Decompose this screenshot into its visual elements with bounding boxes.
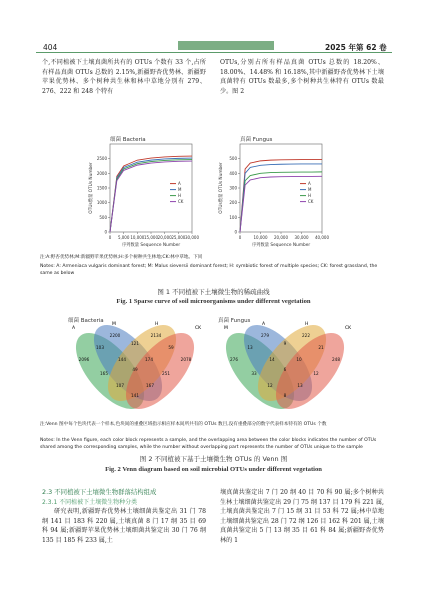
x-axis-label: 序列数量 Sequence Number [251, 243, 311, 248]
figure-2-caption-cn: 图 2 不同植被下基于土壤微生物 OTUs 的 Venn 图 [139, 455, 288, 463]
venn-number: 59 [168, 345, 174, 350]
venn-number: 2134 [150, 333, 162, 338]
fungus-panel-title: 真菌 Fungus [240, 137, 273, 143]
y-tick-label: 2000 [96, 170, 107, 176]
subsection-heading: 2.3.1 不同植被下土壤微生物种分类 [42, 499, 138, 506]
fungus-rarefaction-panel [217, 144, 329, 248]
venn-right-title: 真菌 Fungus [218, 318, 251, 324]
venn-set-label: H [155, 322, 159, 327]
bacteria-panel-title: 细菌 Bacteria [110, 137, 146, 143]
venn-number: 12 [267, 383, 273, 388]
venn-number: 13 [297, 383, 303, 388]
venn-set-label: A [262, 322, 266, 327]
x-tick-label: 10,000 [253, 235, 268, 240]
x-tick-label: 20,000 [274, 235, 288, 240]
journal-issue: 2025 年第 62 卷 [325, 43, 387, 52]
venn-set-label: A [72, 326, 76, 331]
top-right-column [220, 58, 384, 96]
venn-number: 103 [96, 345, 104, 350]
figure-1-notes-en: Notes: A: Armeniaca vulgaris dominant forest; M: Malus sieversii dominant forest; H: symbiotic forest of multiple species; CK: forest grassland, the same as below [40, 264, 378, 276]
venn-left-title: 细菌 Bacteria [68, 318, 104, 324]
y-tick-label: 500 [229, 156, 237, 162]
figure-1-caption-cn: 图 1 不同植被下土壤微生物的稀疏曲线 [157, 288, 270, 296]
venn-number: 2078 [180, 357, 192, 362]
y-tick-label: 500 [99, 214, 107, 220]
figure-2-notes-en: Notes: In the Venn figure, each color block represents a sample, and the overlapping area between the color blocks indicates the number of OTUs shared among the corresponding samples, while the number without overlapping part represents the number of OTUs unique to the sample [40, 438, 377, 450]
x-tick-label: 40,000 [315, 235, 329, 240]
venn-number: 276 [230, 357, 238, 362]
x-tick-label: 20,000 [157, 235, 172, 240]
figure-2-notes-cn: 注:Venn 图中每个色块代表一个样本,色块间的重叠区域指示相应样本间所共有的 OTUs 数目,没有重叠部分的数字代表样本特有的 OTUs 个数 [40, 422, 327, 427]
x-tick-label: 15,000 [144, 235, 158, 240]
legend-label: CK [178, 199, 184, 205]
paragraph-text: 壤真菌共鉴定出 7 门 20 纲 40 目 70 科 90 属;多个树种共生林土壤细菌共鉴定出 29 门 75 纲 137 目 179 科 221 属,土壤真菌共鉴定出 7 门 15 纲 31 目 53 科 72 属;林中草地土壤细菌共鉴定出 28 门 72 纲 126 目 162 科 201 属,土壤真菌共鉴定出 5 门 13 纲 35 目 61 科 84 属;新疆野杏优势林的 1 [220, 489, 384, 544]
venn-number: 165 [100, 371, 108, 376]
venn-number: 33 [251, 371, 257, 376]
y-tick-label: 1000 [96, 200, 107, 206]
venn-number: 8 [283, 393, 287, 398]
fungus-venn [214, 314, 357, 418]
bacteria-rarefaction-panel [87, 144, 199, 248]
venn-number: 251 [162, 371, 170, 376]
y-tick-label: 0 [234, 229, 237, 235]
figure-2-venn-diagrams [40, 313, 387, 418]
y-axis-label: OTUs数量 OTUs Number [89, 162, 94, 214]
venn-number: 9 [283, 341, 287, 346]
figure-2-caption-en: Fig. 2 Venn diagram based on soil microbial OTUs under different vegetation [105, 466, 322, 473]
venn-number: 13 [247, 345, 253, 350]
venn-set-label: M [112, 322, 116, 327]
y-tick-label: 2500 [96, 156, 107, 162]
figure-1-rarefaction-curves [62, 130, 362, 254]
venn-number: 167 [146, 383, 154, 388]
paragraph-text: 个,不同植被下土壤真菌所共有的 OTUs 个数有 33 个,占所有样品真菌 OTUs 总数的 2.15%,新疆野杏优势林、新疆野苹果优势林、多个树种共生林和林中草地分别有 279、276、222 和 248 个特有 [42, 59, 206, 95]
x-tick-label: 0 [238, 235, 242, 240]
header-decoration-bar [178, 41, 274, 50]
venn-number: 6 [283, 367, 287, 372]
venn-number: 279 [261, 333, 269, 338]
venn-number: 10 [296, 357, 302, 362]
y-tick-label: 100 [229, 214, 237, 220]
legend-label: M [178, 187, 182, 193]
y-tick-label: 1500 [96, 185, 107, 191]
venn-set-label: M [224, 326, 228, 331]
section-right-column [220, 488, 384, 545]
page-number: 404 [43, 43, 58, 52]
venn-set-label: H [305, 322, 309, 327]
y-axis-label: OTUs数量 OTUs Number [219, 162, 224, 214]
venn-number: 144 [118, 357, 126, 362]
y-tick-label: 200 [229, 200, 237, 206]
header-rule [36, 52, 392, 53]
x-tick-label: 10,000 [130, 235, 145, 240]
paragraph-text: 研究表明,新疆野杏优势林土壤细菌共鉴定出 31 门 78 纲 141 目 183 科 220 属,土壤真菌 8 门 17 纲 35 目 69 科 94 属;新疆野苹果优势林土壤细菌共鉴定出 30 门 76 纲 135 目 185 科 233 属,土 [42, 508, 206, 544]
legend-label: CK [308, 199, 314, 205]
venn-number: 141 [131, 393, 139, 398]
y-tick-label: 300 [229, 185, 237, 191]
venn-number: 49 [132, 367, 138, 372]
venn-number: 222 [302, 333, 310, 338]
venn-number: 14 [269, 357, 275, 362]
x-tick-label: 30,000 [185, 235, 199, 240]
figure-1-caption-en: Fig. 1 Sparse curve of soil microorganisms under different vegetation [116, 298, 311, 305]
venn-number: 21 [318, 345, 324, 350]
venn-number: 2096 [78, 357, 90, 362]
bacteria-venn [64, 314, 207, 418]
legend-label: A [178, 181, 181, 187]
x-tick-label: 5,000 [117, 235, 130, 240]
legend-label: M [308, 187, 312, 193]
venn-number: 107 [116, 383, 124, 388]
venn-number: 248 [332, 357, 340, 362]
x-axis-label: 序列数量 Sequence Number [121, 243, 181, 248]
y-tick-label: 0 [104, 229, 107, 235]
venn-set-label: CK [195, 326, 202, 331]
venn-number: 174 [145, 357, 153, 362]
section-heading: 2.3 不同植被下土壤微生物群落结构组成 [42, 488, 157, 496]
section-left-column [42, 507, 206, 545]
figure-1-notes-cn: 注:A:野杏优势林;M:新疆野苹果优势林;H:多个树种共生林地;CK:林中草地。下同 [40, 255, 203, 260]
legend-label: A [308, 181, 311, 187]
x-tick-label: 25,000 [171, 235, 186, 240]
venn-number: 2200 [109, 333, 121, 338]
venn-number: 12 [313, 371, 319, 376]
venn-number: 121 [131, 341, 139, 346]
legend-label: H [178, 193, 182, 199]
y-tick-label: 400 [229, 170, 237, 176]
x-tick-label: 30,000 [294, 235, 309, 240]
x-tick-label: 0 [108, 235, 112, 240]
top-left-column [42, 58, 206, 96]
paragraph-text: OTUs,分别占所有样品真菌 OTUs 总数的 18.20%、18.00%、14.48% 和 16.18%,其中新疆野杏优势林下土壤真菌特有 OTUs 数最多,多个树种共生林特有 OTUs 数最少。图 2 [220, 59, 384, 95]
venn-set-label: CK [345, 326, 352, 331]
legend-label: H [308, 193, 312, 199]
